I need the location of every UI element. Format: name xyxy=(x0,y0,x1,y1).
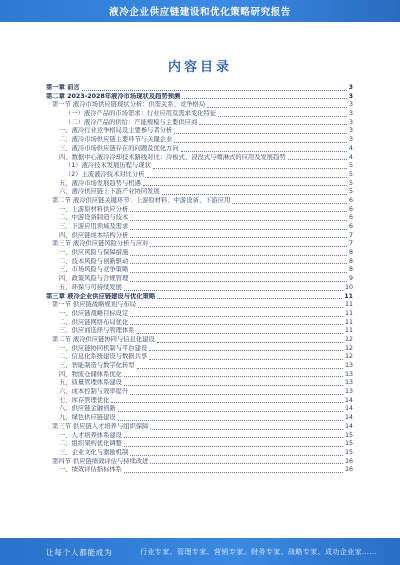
toc-entry[interactable] xyxy=(46,414,353,423)
toc-entry[interactable] xyxy=(46,249,353,258)
toc-page-number: 8 xyxy=(348,249,353,257)
toc-entry[interactable] xyxy=(46,423,353,432)
toc-entry[interactable] xyxy=(46,110,353,119)
toc-page-number: 3 xyxy=(348,110,353,118)
toc-dot-leader xyxy=(130,455,343,456)
toc-dot-leader xyxy=(149,359,343,360)
toc-dot-leader xyxy=(124,437,343,438)
toc-page-number: 3 xyxy=(348,84,353,91)
toc-dot-leader xyxy=(182,98,346,99)
toc-entry[interactable] xyxy=(46,440,353,449)
toc-entry-label: 一、供应链战略目标设定 xyxy=(59,309,129,317)
toc-dot-leader xyxy=(207,107,347,108)
toc-entry[interactable] xyxy=(46,127,353,136)
toc-dot-leader xyxy=(147,177,347,178)
toc-dot-leader xyxy=(130,272,347,273)
toc-dot-leader xyxy=(130,211,347,212)
toc-dot-leader xyxy=(232,203,347,204)
toc-dot-leader xyxy=(130,394,343,395)
toc-page-number: 8 xyxy=(348,266,353,274)
toc-entry-label: 一、供应链协同机制与平台建设 xyxy=(59,344,148,352)
toc-dot-leader xyxy=(288,159,347,160)
toc-entry-label: 九、绿色供应链建设 xyxy=(59,414,116,422)
toc-dot-leader xyxy=(124,385,343,386)
toc-entry-label: 二、技术风险与创新驱动 xyxy=(59,257,129,265)
toc-dot-leader xyxy=(130,229,347,230)
toc-entry[interactable] xyxy=(46,232,353,241)
toc-entry[interactable] xyxy=(46,223,353,232)
toc-entry[interactable] xyxy=(46,188,353,197)
toc-entry[interactable] xyxy=(46,154,353,163)
toc-entry-label: 一、上游原材料供应分析 xyxy=(59,205,129,213)
toc-entry[interactable] xyxy=(46,301,353,310)
toc-page-number: 14 xyxy=(344,396,353,404)
toc-entry-label: 一、绩效评估指标体系 xyxy=(59,466,122,474)
toc-dot-leader xyxy=(150,246,347,247)
toc-dot-leader xyxy=(150,463,343,464)
toc-page-number: 15 xyxy=(344,448,353,456)
toc-dot-leader xyxy=(157,342,343,343)
toc-dot-leader xyxy=(124,446,343,447)
toc-entry-label: 第三节 液冷供应链风险分析与应对 xyxy=(52,240,149,248)
toc-entry-label: （1）液冷技术发展历程与现状 xyxy=(65,162,151,170)
toc-dot-leader xyxy=(199,124,347,125)
toc-entry-label: 二、组织架构优化调整 xyxy=(59,440,122,448)
toc-dot-leader xyxy=(181,151,347,152)
toc-page-number: 3 xyxy=(348,136,353,144)
toc-entry-label: 三、企业文化与激励机制 xyxy=(59,448,129,456)
toc-page-number: 9 xyxy=(348,275,353,283)
toc-entry[interactable] xyxy=(46,379,353,388)
toc-entry-label: 一、供应风险与保障措施 xyxy=(59,249,129,257)
toc-entry[interactable] xyxy=(46,266,353,275)
toc-page-number: 15 xyxy=(344,431,353,439)
toc-dot-leader xyxy=(130,263,347,264)
toc-entry-label: （二）液冷产品的供给：产能规模与主要供应商 xyxy=(65,118,198,126)
toc-entry-label: 三、供应商选择与管理体系 xyxy=(59,327,135,335)
toc-entry[interactable] xyxy=(46,397,353,406)
toc-page-number: 16 xyxy=(344,457,353,465)
toc-entry-label: 二、中游设备制造与技术 xyxy=(59,214,129,222)
toc-entry-label: 四、供应链成本结构分析 xyxy=(59,231,129,239)
toc-entry[interactable] xyxy=(46,101,353,110)
toc-entry-label: 七、库存管理优化 xyxy=(59,396,110,404)
toc-dot-leader xyxy=(130,281,347,282)
toc-dot-leader xyxy=(138,307,343,308)
toc-dot-leader xyxy=(150,429,343,430)
toc-entry-label: 一、人才培养体系建设 xyxy=(59,431,122,439)
toc-page-number: 6 xyxy=(348,223,353,230)
toc-dot-leader xyxy=(130,324,343,325)
toc-entry-label: 四、政策风险与合规管理 xyxy=(59,275,129,283)
toc-dot-leader xyxy=(143,185,347,186)
toc-page-number: 10 xyxy=(344,283,353,291)
toc-entry-label: 第三章 液冷企业供应链建设与优化策略 xyxy=(46,292,156,300)
toc-page-number: 14 xyxy=(344,422,353,430)
toc-entry[interactable] xyxy=(46,284,353,293)
toc-entry-label: 第二章 2023-2028年液冷市场现状及趋势预测 xyxy=(46,92,181,100)
toc-entry[interactable] xyxy=(46,93,353,102)
toc-page-number: 16 xyxy=(344,466,353,474)
toc-page-number: 11 xyxy=(344,327,353,335)
toc-dot-leader xyxy=(130,255,347,256)
toc-page-number: 11 xyxy=(344,318,353,326)
toc-dot-leader xyxy=(111,402,343,403)
toc-entry[interactable] xyxy=(46,136,353,145)
toc-page-number: 12 xyxy=(344,344,353,352)
toc-entry[interactable] xyxy=(46,345,353,354)
toc-page-number: 5 xyxy=(348,179,353,187)
toc-entry[interactable] xyxy=(46,432,353,441)
footer-bar xyxy=(0,538,400,565)
toc-page-number: 12 xyxy=(344,335,353,343)
toc-entry-label: 第一章 前言 xyxy=(46,84,80,91)
toc-entry-label: 第四节 供应链绩效评估与持续改进 xyxy=(52,457,149,465)
toc-entry-label: 六、液冷供应链上下游产业协同发展 xyxy=(59,188,160,196)
toc-page-number: 4 xyxy=(348,144,353,152)
toc-entry[interactable] xyxy=(46,119,353,128)
toc-entry[interactable] xyxy=(46,353,353,362)
toc-entry[interactable] xyxy=(46,258,353,267)
toc-entry[interactable] xyxy=(46,171,353,180)
toc-dot-leader xyxy=(130,237,347,238)
table-of-contents xyxy=(46,84,353,528)
toc-entry[interactable] xyxy=(46,466,353,475)
toc-page-number: 4 xyxy=(348,153,353,161)
toc-entry[interactable] xyxy=(46,240,353,249)
toc-entry-label: 三、液冷市场供应链存在的问题及优化方向 xyxy=(59,144,179,152)
toc-entry-label: 四、数据中心液冷冷却技术路线对比：冷板式、浸没式与喷淋式的应用及发展趋势 xyxy=(59,153,286,161)
toc-page-number: 13 xyxy=(344,362,353,369)
toc-dot-leader xyxy=(124,290,343,291)
toc-page-number: 11 xyxy=(344,292,353,300)
toc-entry[interactable] xyxy=(46,145,353,154)
toc-entry-label: 第一节 供应链战略规划与布局 xyxy=(52,301,136,309)
toc-entry-label: 第二节 液冷供应链协同与信息化建设 xyxy=(52,335,155,343)
toc-heading: 内容目录 xyxy=(167,60,232,75)
toc-dot-leader xyxy=(149,350,343,351)
toc-page-number: 14 xyxy=(344,405,353,413)
toc-entry-label: 一、液冷行业竞争格局及主要参与者分析 xyxy=(59,127,173,135)
toc-entry-label: 五、液冷市场发展趋势与机遇 xyxy=(59,179,141,187)
toc-entry-label: 二、信息化系统建设与数据共享 xyxy=(59,353,148,361)
toc-entry[interactable] xyxy=(46,214,353,223)
footer-experts: 行业专家、管理专家、营销专家、财务专家、战略专家、成功企业家…… xyxy=(140,548,377,556)
toc-entry-label: 第三节 供应链人才培养与组织保障 xyxy=(52,422,149,430)
footer-slogan: 让每个人都能成为 xyxy=(46,548,113,557)
toc-dot-leader xyxy=(137,368,343,369)
toc-page-number: 13 xyxy=(344,370,353,378)
toc-entry-label: 六、成本控制与效率提升 xyxy=(59,388,129,396)
toc-entry[interactable] xyxy=(46,275,353,284)
toc-entry-label: （2）主流液冷技术对比分析 xyxy=(65,170,145,178)
toc-entry[interactable] xyxy=(46,180,353,189)
toc-page-number: 13 xyxy=(344,379,353,387)
toc-entry[interactable] xyxy=(46,327,353,336)
toc-page-number: 15 xyxy=(344,440,353,448)
toc-page-number: 3 xyxy=(348,92,353,100)
toc-entry[interactable] xyxy=(46,449,353,458)
toc-page-number: 12 xyxy=(344,353,353,361)
toc-entry[interactable] xyxy=(46,405,353,414)
toc-dot-leader xyxy=(118,411,343,412)
toc-entry[interactable] xyxy=(46,162,353,171)
toc-page-number: 3 xyxy=(348,118,353,126)
toc-entry-label: 三、下游应用领域及需求 xyxy=(59,223,129,230)
toc-page-number: 8 xyxy=(348,257,353,265)
toc-entry-label: 第一节 液冷市场供应链现状分析：供需关系、竞争格局 xyxy=(52,101,206,109)
toc-entry-label: 五、环保与可持续发展 xyxy=(59,283,122,291)
toc-page-number: 5 xyxy=(348,170,353,178)
toc-entry[interactable] xyxy=(46,458,353,467)
toc-page-number: 7 xyxy=(348,240,353,248)
toc-entry-label: （一）液冷产品的市场需求：行业应用及需求变化特征 xyxy=(65,110,217,118)
toc-dot-leader xyxy=(218,116,347,117)
toc-page-number: 3 xyxy=(348,127,353,135)
toc-page-number: 6 xyxy=(348,205,353,213)
toc-entry[interactable] xyxy=(46,197,353,206)
toc-dot-leader xyxy=(174,142,347,143)
toc-dot-leader xyxy=(118,420,343,421)
toc-entry-label: 三、智能制造与数字化转型 xyxy=(59,362,135,369)
toc-dot-leader xyxy=(130,220,347,221)
toc-page-number: 6 xyxy=(348,196,353,204)
toc-entry[interactable] xyxy=(46,293,353,302)
toc-entry[interactable] xyxy=(46,336,353,345)
toc-page-number: 14 xyxy=(344,414,353,422)
toc-dot-leader xyxy=(153,168,347,169)
toc-entry[interactable] xyxy=(46,84,353,93)
toc-dot-leader xyxy=(162,194,347,195)
toc-dot-leader xyxy=(174,133,347,134)
toc-page-number: 3 xyxy=(348,101,353,109)
toc-dot-leader xyxy=(82,90,347,91)
toc-page-number: 11 xyxy=(344,301,353,309)
toc-page-number: 6 xyxy=(348,214,353,222)
toc-entry-label: 二、供应链网络布局优化 xyxy=(59,318,129,326)
toc-dot-leader xyxy=(137,333,343,334)
toc-dot-leader xyxy=(124,472,343,473)
toc-entry[interactable] xyxy=(46,319,353,328)
toc-dot-leader xyxy=(124,376,343,377)
toc-page-number: 11 xyxy=(344,309,353,317)
toc-entry-label: 四、物流仓储体系优化 xyxy=(59,370,122,378)
report-header-bar xyxy=(0,0,400,22)
toc-dot-leader xyxy=(130,316,343,317)
toc-entry[interactable] xyxy=(46,371,353,380)
report-title: 液冷企业供应链建设和优化策略研究报告 xyxy=(109,7,291,18)
toc-dot-leader xyxy=(157,298,342,299)
toc-page-number: 13 xyxy=(344,388,353,396)
toc-entry-label: 五、质量管理体系建设 xyxy=(59,379,122,387)
toc-entry-label: 三、市场风险与竞争策略 xyxy=(59,266,129,274)
toc-entry-label: 二、液冷市场供应链主要环节与关键企业 xyxy=(59,136,173,144)
toc-page-number: 7 xyxy=(348,231,353,239)
toc-page-number: 5 xyxy=(348,162,353,170)
toc-page-number: 5 xyxy=(348,188,353,196)
toc-entry[interactable] xyxy=(46,206,353,215)
toc-entry[interactable] xyxy=(46,388,353,397)
toc-entry[interactable] xyxy=(46,362,353,371)
toc-entry-label: 八、供应链金融创新 xyxy=(59,405,116,413)
toc-entry-label: 第二节 液冷供应链关键环节：上游原材料、中游设备、下游应用 xyxy=(52,196,231,204)
toc-entry[interactable] xyxy=(46,310,353,319)
